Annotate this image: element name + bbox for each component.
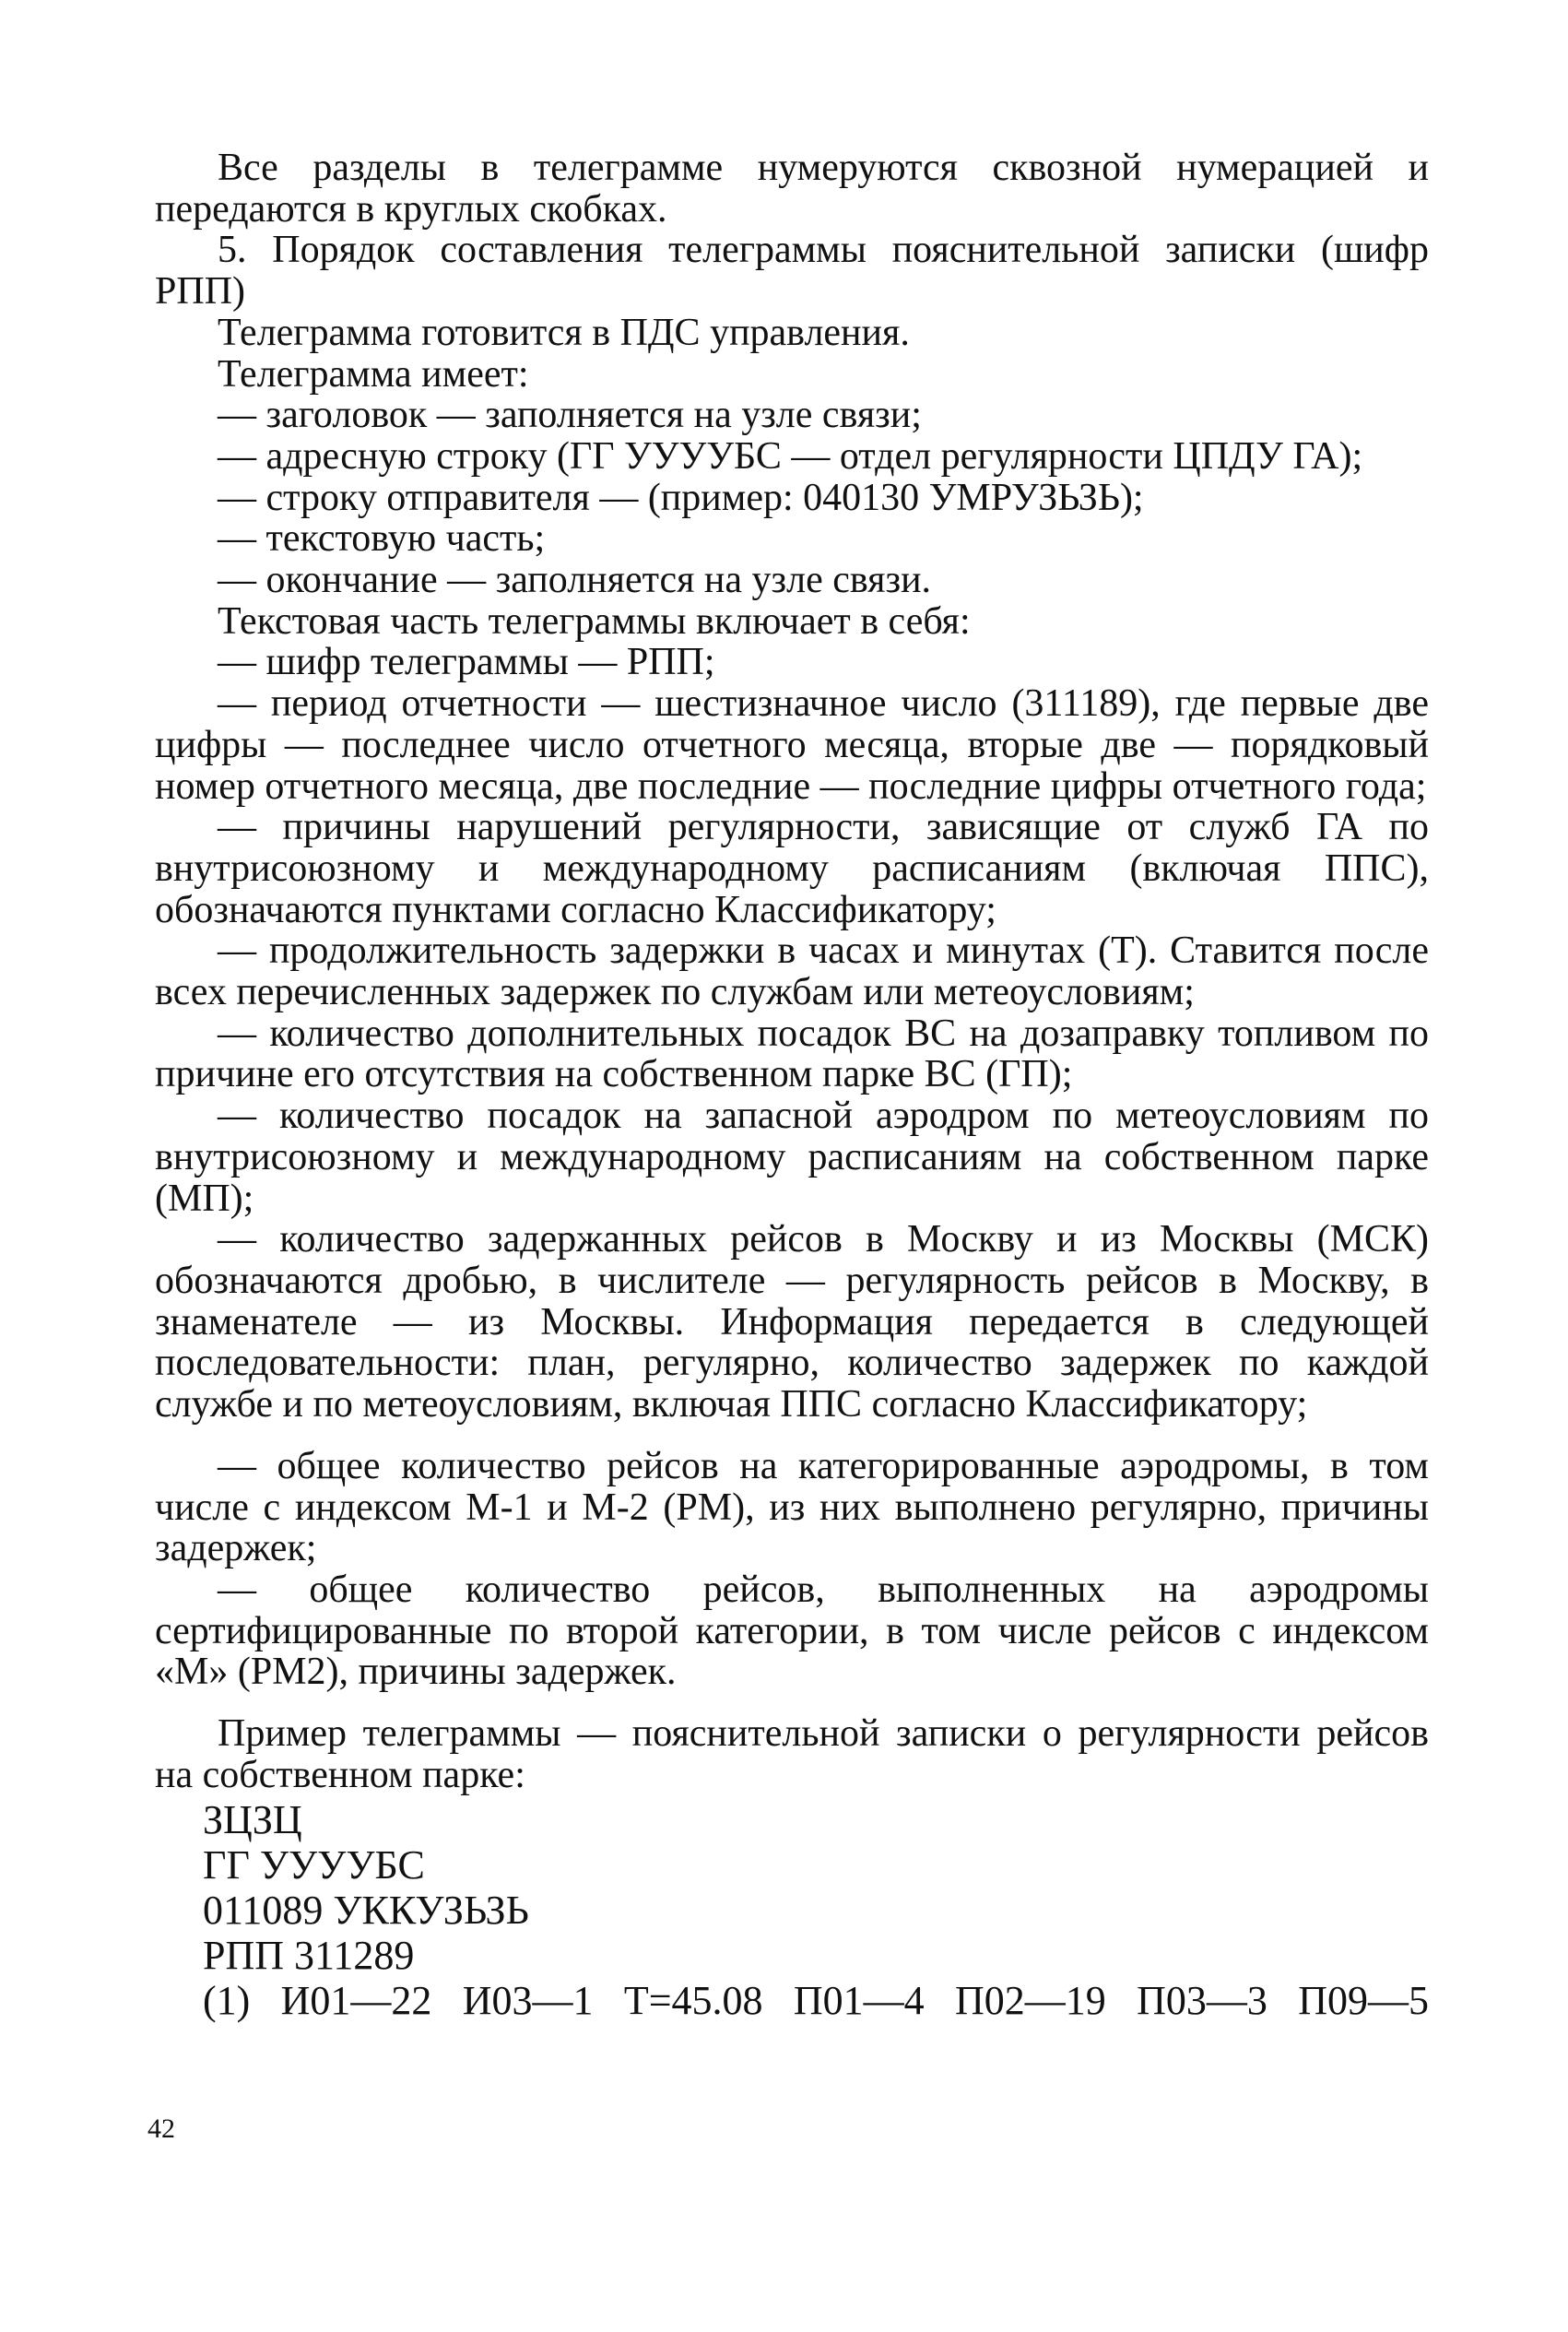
telegram-line-1: ЗЦЗЦ	[203, 1797, 302, 1843]
telegram-example	[155, 1797, 1429, 2023]
list-item-causes: — причины нарушений регулярности, зависящие от служб ГА по внутрисоюзному и международному расписаниям (включая ППС), обозначаются пунктами согласно Классификатору;	[155, 806, 1429, 931]
paragraph-section-5-heading: 5. Порядок составления телеграммы пояснительной записки (шифр РПП)	[155, 229, 1429, 314]
list-item-period: — период отчетности — шестизначное число (311189), где первые две цифры — последнее число отчетного месяца, вторые две — порядковый номер отчетного месяца, две последние — последние цифры отчетного года;	[155, 682, 1429, 808]
telegram-line-5: (1) И01—22 И03—1 Т=45.08 П01—4 П02—19 П03—3 П09—5	[203, 1978, 1429, 2024]
list-item-address: — адресную строку (ГГ УУУУБС — отдел регулярности ЦПДУ ГА);	[218, 434, 1363, 478]
document-page	[155, 148, 1429, 2023]
list-item-refuel: — количество дополнительных посадок ВС на дозаправку топливом по причине его отсутствия на собственном парке ВС (ГП);	[155, 1012, 1429, 1096]
list-item-sender: — строку отправителя — (пример: 040130 УМРУЗЬЗЬ);	[218, 476, 1144, 519]
list-item-ending: — окончание — заполняется на узле связи.	[218, 559, 932, 602]
paragraph-intro: Все разделы в телеграмме нумеруются сквозной нумерацией и передаются в круглых скобках.	[155, 147, 1429, 231]
list-item-certified: — общее количество рейсов, выполненных на аэродромы сертифицированные по второй категории, в том числе рейсов с индексом «М» (РМ2), причины задержек.	[155, 1568, 1429, 1694]
list-item-header: — заголовок — заполняется на узле связи;	[218, 394, 922, 437]
list-item-categorized: — общее количество рейсов на категорированные аэродромы, в том числе с индексом М-1 и М-2 (РМ), из них выполнено регулярно, причины задержек;	[155, 1444, 1429, 1570]
list-item-alternate: — количество посадок на запасной аэродром по метеоусловиям по внутрисоюзному и международному расписаниям на собственном парке (МП);	[155, 1095, 1429, 1220]
telegram-line-3: 011089 УККУЗЬЗЬ	[203, 1888, 529, 1934]
paragraph-has: Телеграмма имеет:	[218, 352, 529, 396]
paragraph-prepared: Телеграмма готовится в ПДС управления.	[218, 311, 910, 354]
paragraph-example-intro: Пример телеграммы — пояснительной записки о регулярности рейсов на собственном парке:	[155, 1712, 1429, 1796]
paragraph-text-includes: Текстовая часть телеграммы включает в себя:	[218, 599, 971, 643]
list-item-duration: — продолжительность задержки в часах и минутах (Т). Ставится после всех перечисленных задержек по службам или метеоусловиям;	[155, 929, 1429, 1014]
telegram-line-2: ГГ УУУУБС	[203, 1842, 425, 1888]
list-item-cipher: — шифр телеграммы — РПП;	[218, 641, 715, 684]
telegram-line-4: РПП 311289	[203, 1933, 415, 1979]
page-number: 42	[147, 2113, 175, 2144]
list-item-text-part: — текстовую часть;	[218, 517, 546, 561]
list-item-moscow: — количество задержанных рейсов в Москву и из Москвы (МСК) обозначаются дробью, в числителе — регулярность рейсов в Москву, в знаменателе — из Москвы. Информация передается в следующей последовательности: план, регулярно, количество задержек по каждой службе и по метеоусловиям, включая ППС согласно Классификатору;	[155, 1218, 1429, 1426]
